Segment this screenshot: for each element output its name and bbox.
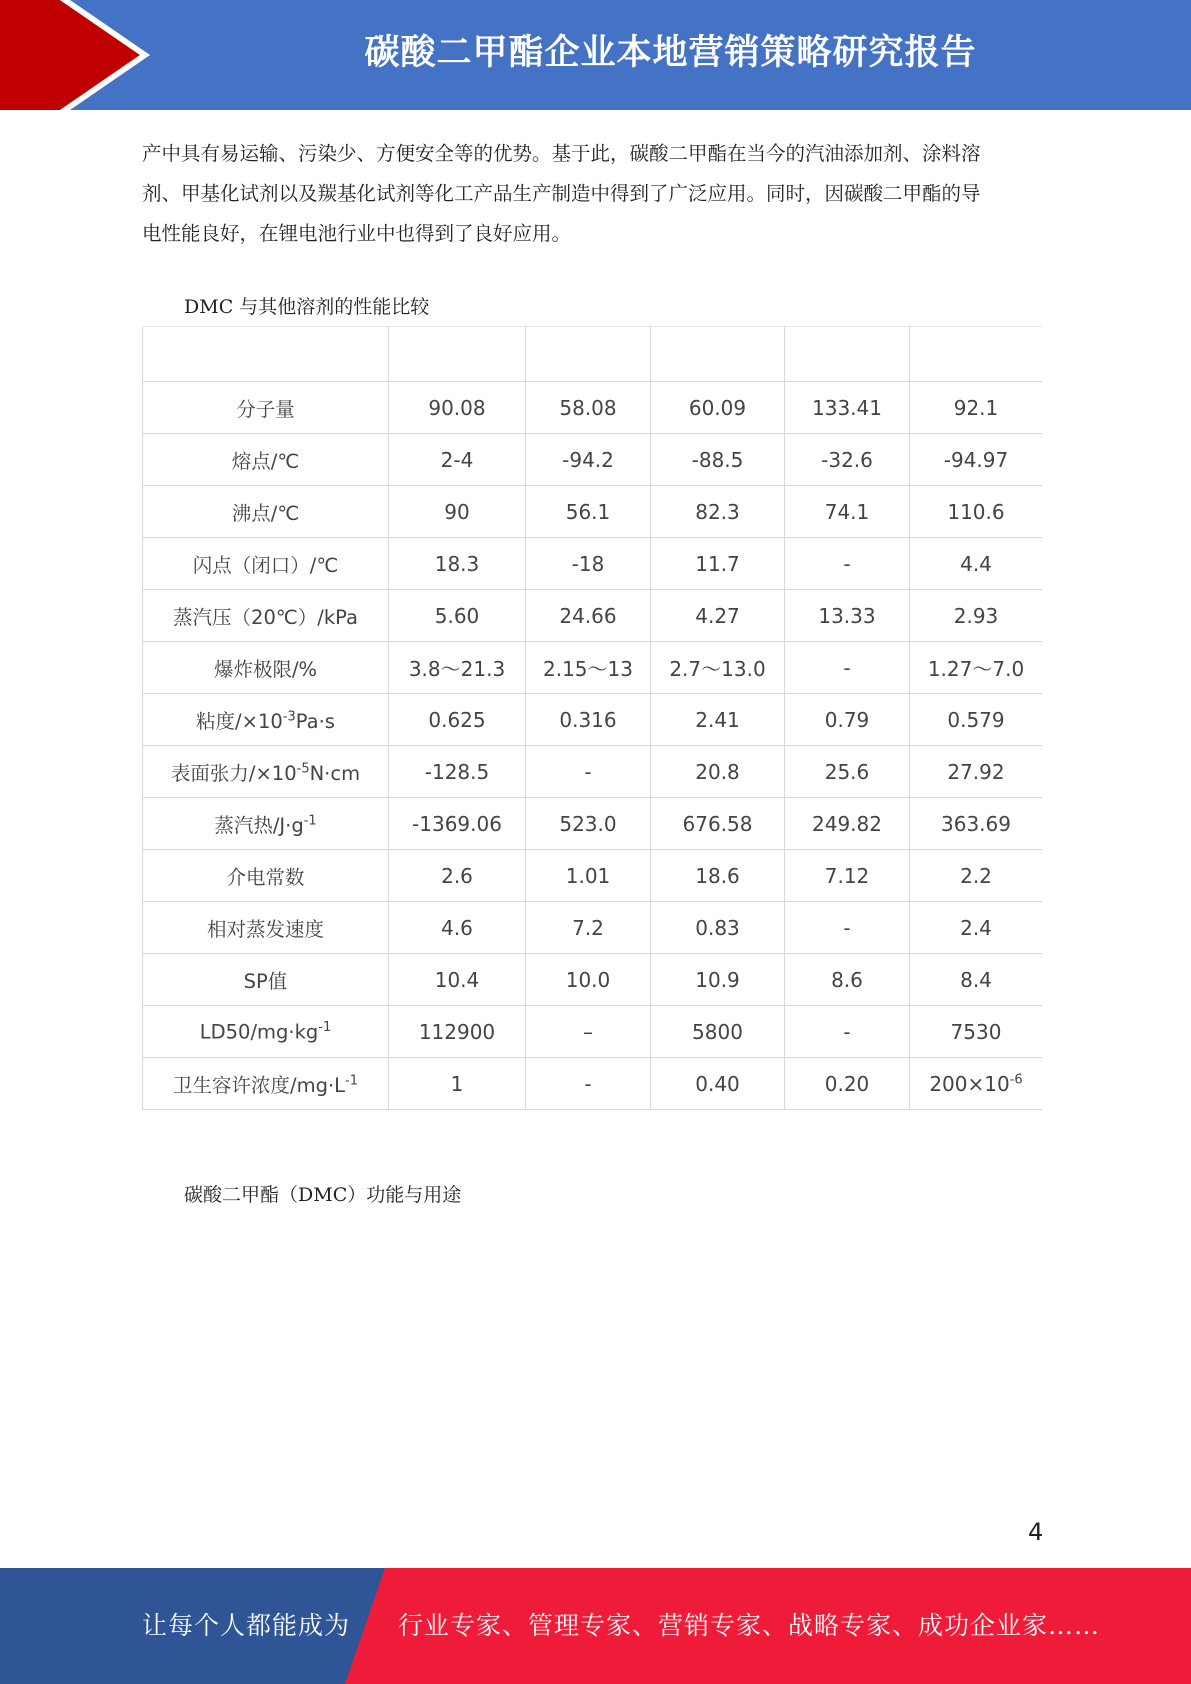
value-cell	[526, 746, 651, 798]
paragraph-line: 电性能良好，在锂电池行业中也得到了良好应用。	[142, 222, 572, 245]
cell-value: -	[843, 551, 851, 576]
cell-value: 58.08	[559, 395, 617, 420]
value-cell	[910, 434, 1043, 486]
cell-value: 2.4	[960, 915, 992, 940]
cell-value: –	[583, 1019, 593, 1044]
cell-value: 2.15～13	[543, 657, 633, 681]
cell-value: 1.01	[565, 863, 611, 888]
value-cell	[526, 590, 651, 642]
header-cell	[651, 327, 785, 382]
table-row	[143, 486, 1043, 538]
table-row	[143, 1058, 1043, 1110]
value-cell	[785, 538, 910, 590]
row-label: 分子量	[236, 397, 295, 421]
row-label: 卫生容许浓度/mg·L	[173, 1073, 346, 1097]
value-cell	[651, 434, 785, 486]
value-cell	[389, 590, 526, 642]
value-cell	[526, 1058, 651, 1110]
cell-value: 90.08	[428, 395, 486, 420]
cell-value: 7530	[950, 1019, 1002, 1044]
cell-value: 4.4	[960, 551, 992, 576]
cell-value: 10.4	[434, 967, 480, 992]
cell-value: 5800	[692, 1019, 743, 1044]
cell-value: 110.6	[947, 499, 1005, 524]
value-cell	[526, 902, 651, 954]
value-cell	[785, 1006, 910, 1058]
cell-value: 0.20	[824, 1071, 870, 1096]
table-row	[143, 798, 1043, 850]
cell-value: 4.6	[441, 915, 473, 940]
cell-value: 0.79	[824, 707, 870, 732]
cell-value: 10.0	[565, 967, 611, 992]
value-cell	[651, 538, 785, 590]
cell-value: 0.579	[947, 707, 1005, 732]
value-cell	[526, 954, 651, 1006]
value-cell	[910, 590, 1043, 642]
solvent-comparison-table	[142, 326, 1042, 1110]
value-cell	[389, 954, 526, 1006]
row-label: 熔点/℃	[231, 449, 300, 473]
cell-value: 18.3	[434, 551, 480, 576]
value-cell	[651, 746, 785, 798]
cell-value: 5.60	[434, 603, 480, 628]
value-cell	[389, 382, 526, 434]
cell-value: 11.7	[695, 551, 740, 576]
value-cell	[389, 538, 526, 590]
cell-value: 8.4	[960, 967, 992, 992]
cell-value: 20.8	[695, 759, 740, 784]
cell-value: 363.69	[941, 811, 1011, 836]
value-cell	[785, 798, 910, 850]
paragraph-line: 剂、甲基化试剂以及羰基化试剂等化工产品生产制造中得到了广泛应用。同时，因碳酸二甲酯的导	[142, 182, 981, 205]
cell-value: 25.6	[824, 759, 870, 784]
table-row	[143, 954, 1043, 1006]
cell-value: -	[584, 759, 592, 784]
row-label: 爆炸极限/%	[213, 657, 318, 681]
cell-value: 74.1	[824, 499, 870, 524]
value-cell	[651, 850, 785, 902]
row-label-cell	[143, 382, 389, 434]
value-cell	[526, 694, 651, 746]
value-cell	[785, 1058, 910, 1110]
value-cell	[651, 590, 785, 642]
value-cell	[651, 798, 785, 850]
row-label-cell	[143, 538, 389, 590]
cell-value: 1.27～7.0	[927, 657, 1025, 681]
cell-value: 523.0	[559, 811, 617, 836]
value-cell	[389, 1006, 526, 1058]
row-label-exponent: -1	[345, 1073, 358, 1088]
value-cell	[785, 902, 910, 954]
cell-value: 90	[444, 499, 470, 524]
cell-value: 200×10	[929, 1071, 1010, 1096]
cell-value: 249.82	[812, 811, 882, 836]
table-row	[143, 538, 1043, 590]
cell-value: -94.97	[943, 447, 1009, 472]
cell-value: 8.6	[831, 967, 863, 992]
cell-value: 10.9	[695, 967, 740, 992]
value-cell	[785, 746, 910, 798]
row-label-cell	[143, 1006, 389, 1058]
value-cell	[785, 382, 910, 434]
row-label-cell	[143, 746, 389, 798]
value-cell	[910, 694, 1043, 746]
row-label: 介电常数	[226, 865, 305, 889]
value-cell	[785, 434, 910, 486]
cell-value: -128.5	[424, 759, 490, 784]
value-cell	[389, 486, 526, 538]
cell-value: 13.33	[818, 603, 876, 628]
cell-value: 18.6	[695, 863, 740, 888]
cell-value: 27.92	[947, 759, 1005, 784]
value-cell	[651, 1006, 785, 1058]
table-header-row	[143, 327, 1043, 382]
cell-value: -18	[571, 551, 605, 576]
table-row	[143, 642, 1043, 694]
row-label-exponent: -5	[296, 761, 310, 776]
row-label-cell	[143, 434, 389, 486]
value-cell	[526, 798, 651, 850]
row-label-exponent: -1	[318, 1019, 332, 1035]
row-label: SP值	[243, 969, 288, 993]
cell-value: 112900	[418, 1019, 496, 1044]
table-row	[143, 382, 1043, 434]
value-cell	[785, 954, 910, 1006]
report-title: 碳酸二甲酯企业本地营销策略研究报告	[364, 33, 977, 73]
cell-exponent: -6	[1009, 1071, 1023, 1087]
table-row	[143, 434, 1043, 486]
value-cell	[785, 642, 910, 694]
value-cell	[389, 746, 526, 798]
row-label-cell	[143, 590, 389, 642]
table-row	[143, 590, 1043, 642]
value-cell	[651, 902, 785, 954]
cell-value: 0.40	[695, 1071, 740, 1096]
table-row	[143, 902, 1043, 954]
value-cell	[389, 902, 526, 954]
value-cell	[910, 850, 1043, 902]
cell-value: 2.41	[695, 707, 740, 732]
value-cell	[526, 1006, 651, 1058]
header-cell	[526, 327, 651, 382]
row-label: 蒸汽热/J·g	[214, 813, 304, 837]
row-label: 沸点/℃	[231, 501, 300, 525]
cell-value: 7.2	[572, 915, 604, 940]
value-cell	[785, 694, 910, 746]
value-cell	[526, 382, 651, 434]
cell-value: -	[843, 1019, 851, 1044]
row-label-cell	[143, 486, 389, 538]
cell-value: 0.316	[559, 707, 617, 732]
value-cell	[910, 1058, 1043, 1110]
cell-value: 2.93	[953, 603, 999, 628]
cell-value: 133.41	[812, 395, 882, 420]
value-cell	[651, 954, 785, 1006]
value-cell	[785, 850, 910, 902]
cell-value: 60.09	[688, 395, 747, 420]
row-label-cell	[143, 954, 389, 1006]
value-cell	[526, 850, 651, 902]
value-cell	[389, 694, 526, 746]
row-label: 蒸汽压（20℃）/kPa	[173, 605, 358, 629]
cell-value: 56.1	[565, 499, 611, 524]
cell-value: 24.66	[559, 603, 617, 628]
value-cell	[910, 798, 1043, 850]
value-cell	[910, 642, 1043, 694]
cell-value: 2.7～13.0	[669, 657, 766, 681]
value-cell	[910, 1006, 1043, 1058]
cell-value: -	[584, 1071, 592, 1096]
value-cell	[910, 902, 1043, 954]
row-label-unit: N·cm	[309, 761, 361, 785]
value-cell	[651, 1058, 785, 1110]
header-cell	[785, 327, 910, 382]
value-cell	[785, 486, 910, 538]
row-label: 粘度/×10	[196, 709, 283, 733]
header-banner	[0, 0, 1191, 110]
value-cell	[526, 434, 651, 486]
footer-banner	[0, 1568, 1191, 1684]
value-cell	[651, 486, 785, 538]
cell-value: 2-4	[440, 447, 474, 472]
value-cell	[910, 382, 1043, 434]
row-label: 闪点（闭口）/℃	[192, 553, 339, 577]
cell-value: -1369.06	[412, 811, 502, 836]
row-label-unit: Pa·s	[295, 709, 335, 733]
value-cell	[389, 642, 526, 694]
value-cell	[526, 642, 651, 694]
row-label-cell	[143, 798, 389, 850]
cell-value: 0.83	[695, 915, 740, 940]
cell-value: -	[843, 915, 851, 940]
row-label-cell	[143, 694, 389, 746]
value-cell	[389, 850, 526, 902]
value-cell	[526, 486, 651, 538]
footer-slogan-right: 行业专家、管理专家、营销专家、战略专家、成功企业家……	[398, 1611, 1101, 1640]
row-label: 表面张力/×10	[170, 761, 297, 785]
cell-value: -	[843, 655, 851, 680]
table-caption: DMC 与其他溶剂的性能比较	[184, 296, 430, 318]
chevron-logo-icon	[0, 0, 150, 110]
row-label-cell	[143, 1058, 389, 1110]
value-cell	[389, 1058, 526, 1110]
section-caption: 碳酸二甲酯（DMC）功能与用途	[184, 1184, 462, 1206]
cell-value: 3.8～21.3	[408, 657, 506, 681]
row-label-exponent: -3	[282, 709, 296, 724]
cell-value: 92.1	[953, 395, 999, 420]
value-cell	[526, 538, 651, 590]
table-row	[143, 850, 1043, 902]
cell-value: 676.58	[682, 811, 753, 836]
cell-value: -94.2	[562, 447, 614, 472]
header-cell	[389, 327, 526, 382]
row-label: LD50/mg·kg	[199, 1020, 319, 1044]
value-cell	[910, 746, 1043, 798]
table-row	[143, 694, 1043, 746]
row-label-cell	[143, 902, 389, 954]
cell-value: -88.5	[691, 447, 744, 472]
table-row	[143, 1006, 1043, 1058]
cell-value: 2.2	[960, 863, 992, 888]
value-cell	[651, 642, 785, 694]
value-cell	[389, 434, 526, 486]
row-label-exponent: -1	[303, 813, 317, 828]
cell-value: 82.3	[695, 499, 740, 524]
value-cell	[785, 590, 910, 642]
value-cell	[389, 798, 526, 850]
paragraph-line: 产中具有易运输、污染少、方便安全等的优势。基于此，碳酸二甲酯在当今的汽油添加剂、涂料溶	[142, 142, 981, 165]
value-cell	[910, 954, 1043, 1006]
cell-value: 7.12	[824, 863, 870, 888]
row-label: 相对蒸发速度	[206, 917, 324, 941]
value-cell	[651, 382, 785, 434]
cell-value: 0.625	[428, 707, 486, 732]
header-cell	[143, 327, 389, 382]
table-row	[143, 746, 1043, 798]
value-cell	[651, 694, 785, 746]
body-paragraph	[142, 134, 1047, 254]
cell-value: 2.6	[441, 863, 473, 888]
cell-value: -32.6	[821, 447, 873, 472]
page-number: 4	[1028, 1518, 1044, 1546]
row-label-cell	[143, 850, 389, 902]
footer-slogan-left: 让每个人都能成为	[142, 1611, 351, 1640]
cell-value: 4.27	[695, 603, 740, 628]
value-cell	[910, 486, 1043, 538]
value-cell	[910, 538, 1043, 590]
cell-value: 1	[450, 1071, 464, 1096]
header-cell	[910, 327, 1043, 382]
row-label-cell	[143, 642, 389, 694]
